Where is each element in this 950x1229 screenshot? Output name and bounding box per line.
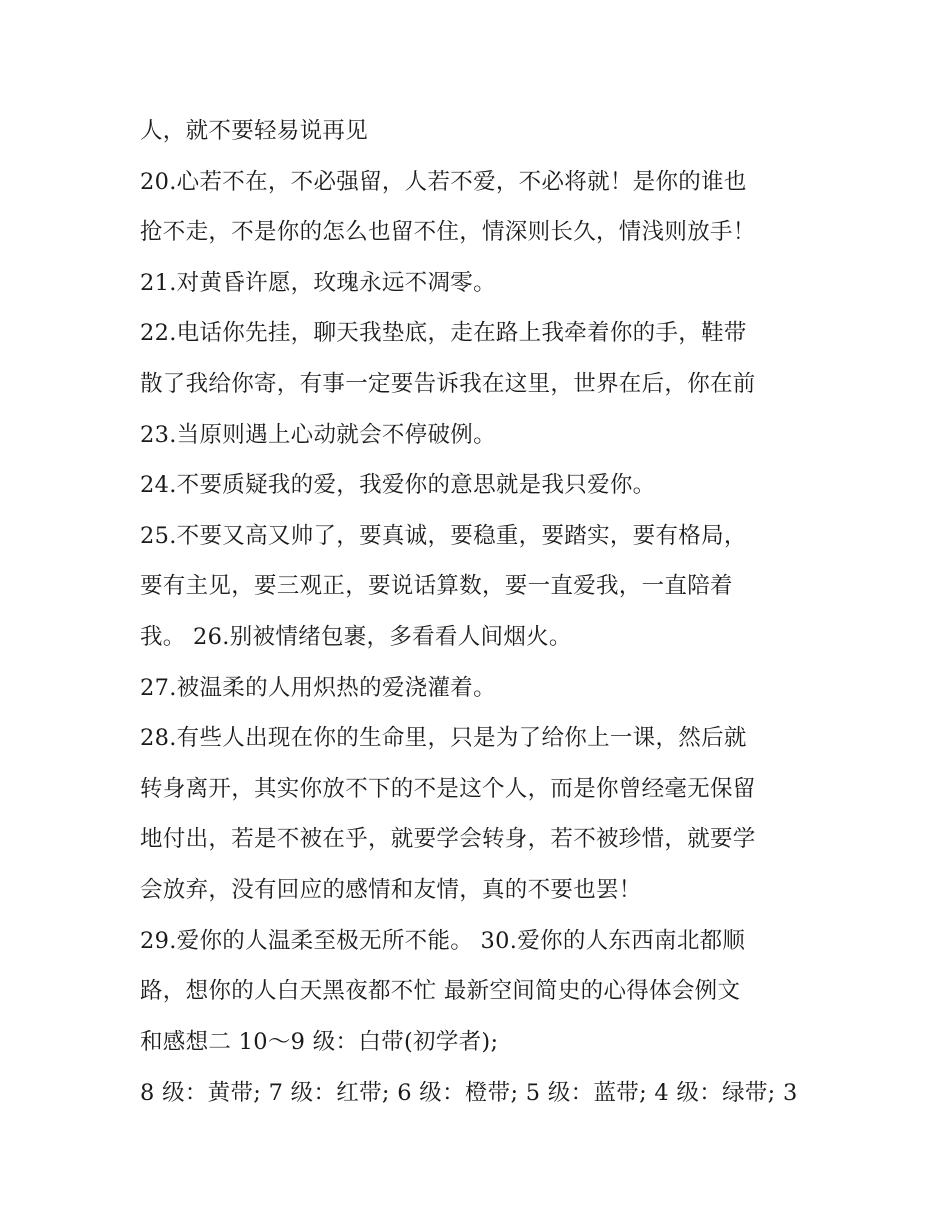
text-line: 和感想二 10～9 级：白带(初学者); <box>140 1029 499 1055</box>
text-line: 我。 26.别被情绪包裹，多看看人间烟火。 <box>140 624 572 650</box>
text-line: 22.电话你先挂，聊天我垫底，走在路上我牵着你的手，鞋带 <box>140 320 747 346</box>
text-line: 会放弃，没有回应的感情和友情，真的不要也罢！ <box>140 877 642 903</box>
text-line: 20.心若不在，不必强留，人若不爱，不必将就！是你的谁也 <box>140 169 747 195</box>
text-line: 25.不要又高又帅了，要真诚，要稳重，要踏实，要有格局， <box>140 523 747 549</box>
text-line: 24.不要质疑我的爱，我爱你的意思就是我只爱你。 <box>140 472 656 498</box>
text-line: 地付出，若是不被在乎，就要学会转身，若不被珍惜，就要学 <box>140 826 756 852</box>
text-line: 27.被温柔的人用炽热的爱浇灌着。 <box>140 675 496 701</box>
text-line: 抢不走，不是你的怎么也留不住，情深则长久，情浅则放手！ <box>140 219 756 245</box>
text-line: 路，想你的人白天黑夜都不忙 最新空间简史的心得体会例文 <box>140 978 741 1004</box>
text-line: 23.当原则遇上心动就会不停破例。 <box>140 422 496 448</box>
text-line: 8 级：黄带; 7 级：红带; 6 级：橙带; 5 级：蓝带; 4 级：绿带; 3 <box>140 1080 798 1106</box>
text-line: 21.对黄昏许愿，玫瑰永远不凋零。 <box>140 270 496 296</box>
text-line: 29.爱你的人温柔至极无所不能。 30.爱你的人东西南北都顺 <box>140 928 746 954</box>
text-line: 转身离开，其实你放不下的不是这个人，而是你曾经毫无保留 <box>140 776 756 802</box>
text-line: 28.有些人出现在你的生命里，只是为了给你上一课，然后就 <box>140 725 747 751</box>
text-line: 散了我给你寄，有事一定要告诉我在这里，世界在后，你在前 <box>140 371 756 397</box>
text-line: 要有主见，要三观正，要说话算数，要一直爱我，一直陪着 <box>140 573 733 599</box>
text-line: 人，就不要轻易说再见 <box>140 118 369 144</box>
